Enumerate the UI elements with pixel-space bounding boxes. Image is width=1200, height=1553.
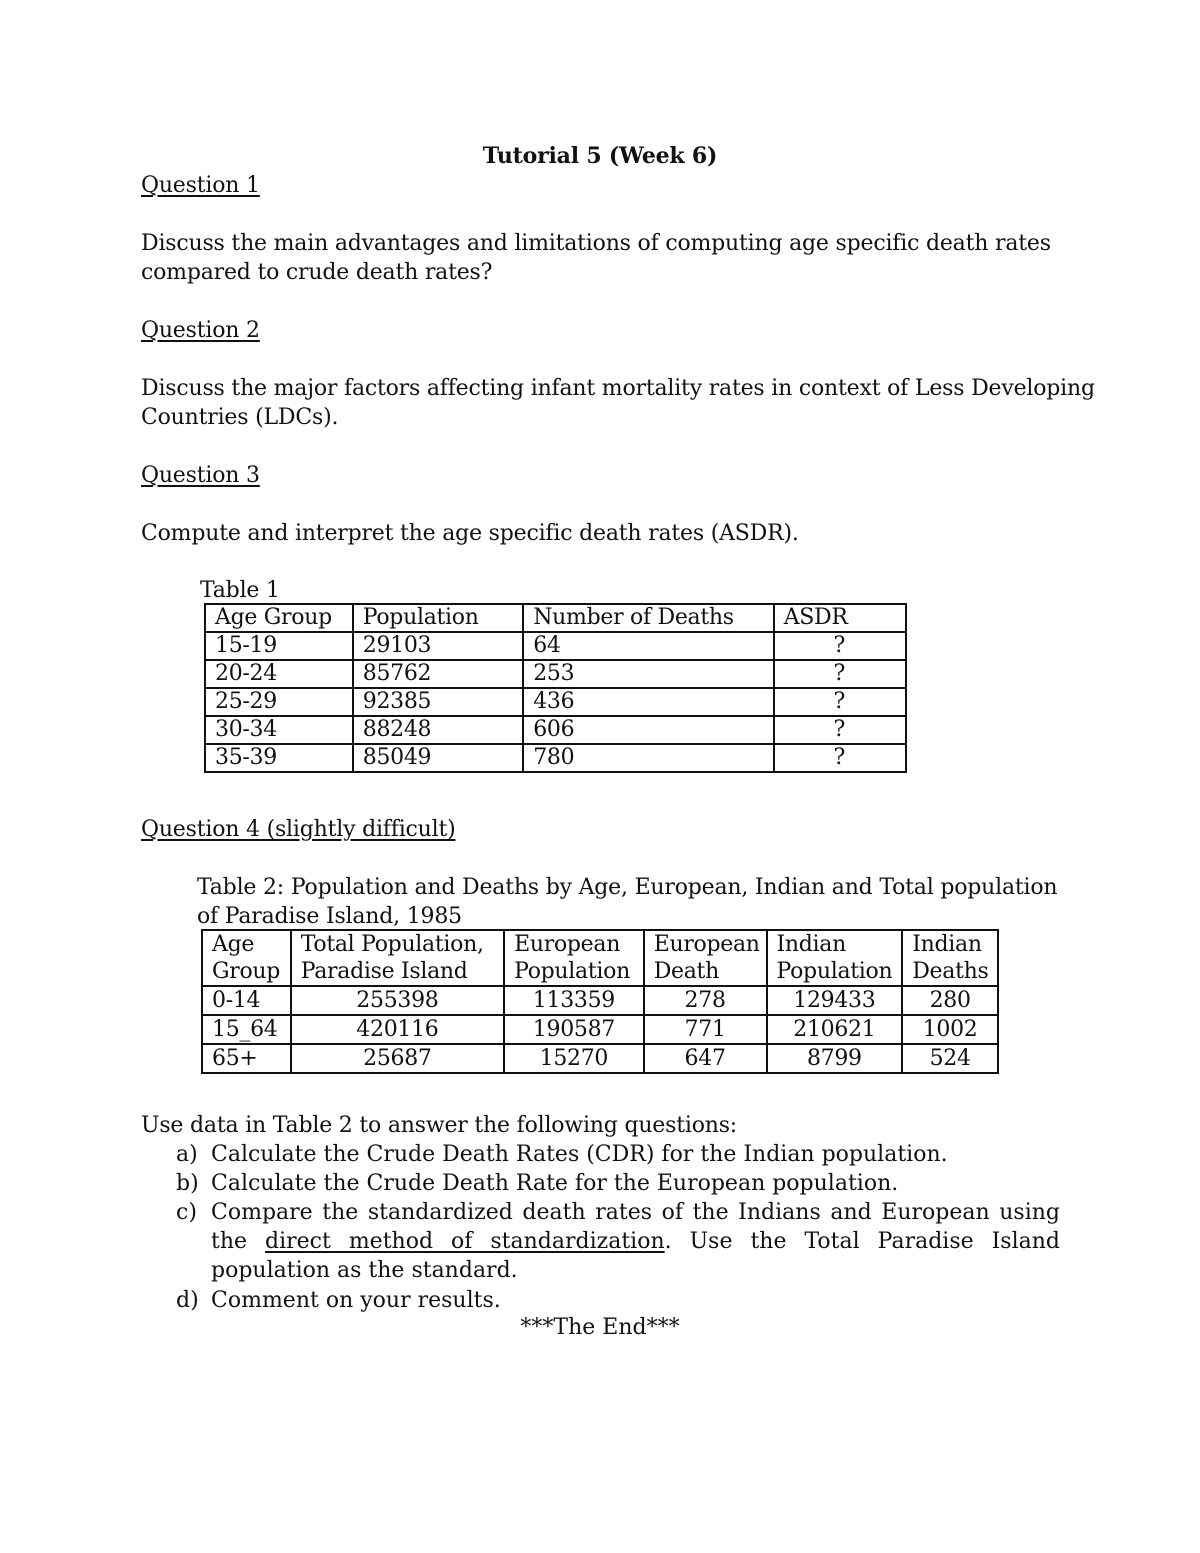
table-2-row xyxy=(202,1015,998,1044)
table-2-cell: 15270 xyxy=(504,1044,644,1073)
end-marker: ***The End*** xyxy=(520,1315,680,1340)
question-2-heading: Question 2 xyxy=(141,318,260,343)
table-2-cell: 8799 xyxy=(767,1044,903,1073)
table-2-cell: 113359 xyxy=(504,986,644,1015)
header-line: Population xyxy=(514,959,630,984)
table-1-header-row xyxy=(205,604,906,632)
header-line: Deaths xyxy=(912,959,989,984)
table-2-cell: 420116 xyxy=(291,1015,504,1044)
table-2-cell: 647 xyxy=(644,1044,767,1073)
question-1-text-line-1: Discuss the main advantages and limitations of computing age specific death rates xyxy=(141,231,1051,256)
header-line: Indian xyxy=(912,932,982,957)
table-1-header-cell: Population xyxy=(353,604,523,632)
table-2-caption-line-2: of Paradise Island, 1985 xyxy=(197,904,462,929)
list-item-text: Comment on your results. xyxy=(211,1288,501,1313)
question-3-text: Compute and interpret the age specific death rates (ASDR). xyxy=(141,521,799,546)
question-1-heading: Question 1 xyxy=(141,173,260,198)
question-4-heading: Question 4 (slightly difficult) xyxy=(141,817,456,842)
table-2-caption-line-1: Table 2: Population and Deaths by Age, European, Indian and Total population xyxy=(197,875,1058,900)
table-2-cell: 0-14 xyxy=(202,986,291,1015)
table-2-header-cell xyxy=(644,930,767,986)
list-item-text: Calculate the Crude Death Rate for the European population. xyxy=(211,1171,899,1196)
table-1-cell: 85049 xyxy=(353,744,523,772)
table-1-row xyxy=(205,716,906,744)
table-2-cell: 190587 xyxy=(504,1015,644,1044)
table-2-row xyxy=(202,986,998,1015)
header-line: Group xyxy=(212,959,281,984)
table-2 xyxy=(201,929,999,1074)
header-line: Population xyxy=(776,959,893,984)
table-2-cell: 255398 xyxy=(291,986,504,1015)
list-item-text-post: . Use the Total Paradise Island population as the standard. xyxy=(211,1229,1060,1283)
table-2-cell: 524 xyxy=(902,1044,998,1073)
table-1-header-cell: ASDR xyxy=(774,604,906,632)
table-2-header-cell xyxy=(902,930,998,986)
list-item-text xyxy=(211,1198,1060,1285)
table-1-row xyxy=(205,744,906,772)
table-2-cell: 771 xyxy=(644,1015,767,1044)
page-title: Tutorial 5 (Week 6) xyxy=(482,143,718,169)
table-1-row xyxy=(205,688,906,716)
header-line: Indian xyxy=(776,932,846,957)
table-2-cell: 15_64 xyxy=(202,1015,291,1044)
table-1-cell: ? xyxy=(774,660,906,688)
table-1-cell: 436 xyxy=(523,688,774,716)
header-line: Total Population, xyxy=(300,932,484,957)
table-1-cell: 88248 xyxy=(353,716,523,744)
table-1-cell: 20-24 xyxy=(205,660,353,688)
header-line: Age xyxy=(212,932,255,957)
table-1-cell: 15-19 xyxy=(205,632,353,660)
direct-method-emphasis: direct method of standardization xyxy=(265,1229,665,1254)
table-1-cell: 35-39 xyxy=(205,744,353,772)
table-1-cell: 92385 xyxy=(353,688,523,716)
table-1-cell: 64 xyxy=(523,632,774,660)
table-2-cell: 278 xyxy=(644,986,767,1015)
question-4-intro: Use data in Table 2 to answer the following questions: xyxy=(141,1113,738,1138)
question-3-heading: Question 3 xyxy=(141,463,260,488)
table-1-header-cell: Age Group xyxy=(205,604,353,632)
table-2-header-cell xyxy=(202,930,291,986)
table-1-header-cell: Number of Deaths xyxy=(523,604,774,632)
question-1-text-line-2: compared to crude death rates? xyxy=(141,260,493,285)
list-item-label: a) xyxy=(176,1142,198,1167)
table-2-cell: 280 xyxy=(902,986,998,1015)
header-line: European xyxy=(514,932,621,957)
table-1-row xyxy=(205,632,906,660)
list-item-label: b) xyxy=(176,1171,199,1196)
table-2-cell: 210621 xyxy=(767,1015,903,1044)
question-2-text-line-2: Countries (LDCs). xyxy=(141,405,339,430)
table-2-cell: 65+ xyxy=(202,1044,291,1073)
list-item-label: c) xyxy=(176,1200,197,1225)
table-1-cell: ? xyxy=(774,716,906,744)
list-item-label: d) xyxy=(176,1288,199,1313)
table-1-cell: 25-29 xyxy=(205,688,353,716)
list-item-text-pre: Compare the standardized death rates of the Indians and European using the xyxy=(211,1200,1060,1254)
table-2-cell: 1002 xyxy=(902,1015,998,1044)
list-item-text: Calculate the Crude Death Rates (CDR) for the Indian population. xyxy=(211,1142,948,1167)
table-1 xyxy=(204,603,907,773)
header-line: European xyxy=(653,932,760,957)
table-2-header-cell xyxy=(504,930,644,986)
table-1-cell: 253 xyxy=(523,660,774,688)
table-1-caption: Table 1 xyxy=(200,578,280,603)
header-line: Death xyxy=(653,959,719,984)
table-1-cell: 85762 xyxy=(353,660,523,688)
question-2-text-line-1: Discuss the major factors affecting infant mortality rates in context of Less Developing xyxy=(141,376,1095,401)
table-1-cell: ? xyxy=(774,632,906,660)
table-1-row xyxy=(205,660,906,688)
table-1-cell: 29103 xyxy=(353,632,523,660)
header-line: Paradise Island xyxy=(300,959,468,984)
table-2-header-cell xyxy=(291,930,504,986)
table-2-row xyxy=(202,1044,998,1073)
table-1-cell: 780 xyxy=(523,744,774,772)
table-2-header-row xyxy=(202,930,998,986)
table-2-cell: 25687 xyxy=(291,1044,504,1073)
table-2-cell: 129433 xyxy=(767,986,903,1015)
table-2-header-cell xyxy=(767,930,903,986)
table-1-cell: 30-34 xyxy=(205,716,353,744)
table-1-cell: ? xyxy=(774,688,906,716)
table-1-cell: ? xyxy=(774,744,906,772)
table-1-cell: 606 xyxy=(523,716,774,744)
